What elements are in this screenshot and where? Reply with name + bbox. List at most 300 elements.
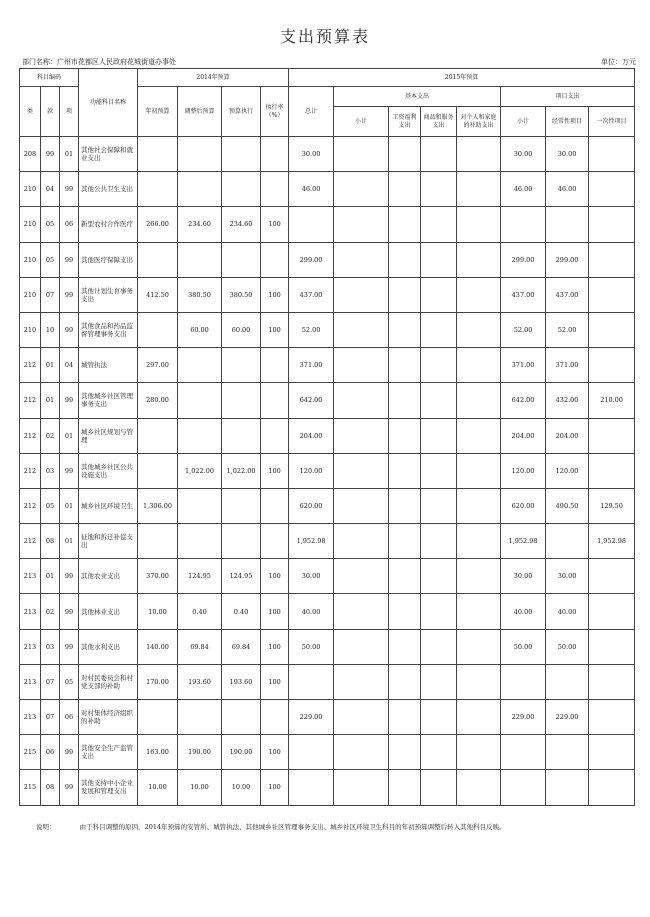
cell-basic-subtotal: [334, 594, 389, 629]
cell-function-name: 新型农村合作医疗: [79, 207, 138, 242]
cell-budget-execution: 69.84: [222, 629, 261, 664]
cell-initial-budget: 412.50: [138, 277, 178, 312]
cell-goods-services: [421, 770, 457, 805]
cell-onetime-project: 129.50: [589, 488, 635, 523]
cell-regular-project: [546, 664, 589, 699]
cell-goods-services: [421, 348, 457, 383]
cell-goods-services: [421, 418, 457, 453]
cell-adjusted-budget: 0.40: [178, 594, 222, 629]
cell-onetime-project: [589, 594, 635, 629]
cell-basic-subtotal: [334, 770, 389, 805]
cell-class: 212: [20, 524, 41, 559]
cell-function-name: 其他食品和药品监督管理事务支出: [79, 312, 138, 347]
cell-wages: [389, 524, 421, 559]
cell-item: 01: [60, 137, 79, 172]
cell-project-subtotal: 120.00: [501, 453, 546, 488]
cell-function-name: 其他水利支出: [79, 629, 138, 664]
cell-adjusted-budget: [178, 172, 222, 207]
cell-total: 46.00: [289, 172, 334, 207]
cell-total: [289, 770, 334, 805]
cell-subsidy: [457, 664, 501, 699]
cell-budget-execution: [222, 137, 261, 172]
cell-section: 05: [41, 207, 60, 242]
cell-item: 01: [60, 524, 79, 559]
cell-execution-rate: 100: [261, 770, 289, 805]
cell-class: 212: [20, 348, 41, 383]
cell-regular-project: 204.00: [546, 418, 589, 453]
cell-initial-budget: 370.00: [138, 559, 178, 594]
cell-onetime-project: [589, 700, 635, 735]
header-code: 科目编码: [20, 69, 79, 87]
cell-initial-budget: [138, 453, 178, 488]
cell-section: 03: [41, 629, 60, 664]
header-project-expenditure: 项目支出: [501, 87, 635, 107]
cell-total: 642.00: [289, 383, 334, 418]
cell-onetime-project: [589, 629, 635, 664]
cell-item: 04: [60, 348, 79, 383]
table-row: [20, 559, 635, 594]
cell-goods-services: [421, 700, 457, 735]
cell-project-subtotal: 642.00: [501, 383, 546, 418]
cell-section: 99: [41, 137, 60, 172]
cell-subsidy: [457, 594, 501, 629]
header-function-name: 功能科目名称: [79, 69, 138, 137]
cell-total: 371.00: [289, 348, 334, 383]
cell-basic-subtotal: [334, 664, 389, 699]
cell-adjusted-budget: [178, 488, 222, 523]
cell-goods-services: [421, 735, 457, 770]
cell-item: 99: [60, 559, 79, 594]
cell-adjusted-budget: 190.00: [178, 735, 222, 770]
cell-execution-rate: 100: [261, 594, 289, 629]
cell-class: 210: [20, 207, 41, 242]
cell-basic-subtotal: [334, 348, 389, 383]
cell-wages: [389, 312, 421, 347]
cell-section: 04: [41, 172, 60, 207]
cell-function-name: 城管执法: [79, 348, 138, 383]
cell-onetime-project: [589, 137, 635, 172]
cell-item: 06: [60, 207, 79, 242]
cell-project-subtotal: 371.00: [501, 348, 546, 383]
cell-goods-services: [421, 137, 457, 172]
cell-wages: [389, 137, 421, 172]
cell-regular-project: 490.50: [546, 488, 589, 523]
header-budget-execution: 预算执行: [222, 87, 261, 137]
cell-basic-subtotal: [334, 629, 389, 664]
cell-budget-execution: 60.00: [222, 312, 261, 347]
cell-subsidy: [457, 770, 501, 805]
cell-onetime-project: [589, 277, 635, 312]
cell-wages: [389, 629, 421, 664]
cell-total: 437.00: [289, 277, 334, 312]
cell-project-subtotal: 52.00: [501, 312, 546, 347]
cell-item: 99: [60, 735, 79, 770]
cell-regular-project: 299.00: [546, 242, 589, 277]
cell-item: 99: [60, 312, 79, 347]
cell-class: 208: [20, 137, 41, 172]
cell-function-name: 征地和拆迁补偿支出: [79, 524, 138, 559]
table-row: [20, 137, 635, 172]
cell-regular-project: 46.00: [546, 172, 589, 207]
header-section: 款: [41, 87, 60, 137]
cell-item: 01: [60, 488, 79, 523]
cell-goods-services: [421, 524, 457, 559]
cell-regular-project: [546, 524, 589, 559]
cell-regular-project: 50.00: [546, 629, 589, 664]
cell-budget-execution: 380.50: [222, 277, 261, 312]
cell-class: 212: [20, 418, 41, 453]
cell-wages: [389, 594, 421, 629]
cell-basic-subtotal: [334, 418, 389, 453]
cell-initial-budget: [138, 524, 178, 559]
cell-subsidy: [457, 383, 501, 418]
cell-goods-services: [421, 594, 457, 629]
cell-class: 213: [20, 700, 41, 735]
cell-wages: [389, 700, 421, 735]
cell-adjusted-budget: [178, 383, 222, 418]
cell-total: 30.00: [289, 559, 334, 594]
cell-wages: [389, 242, 421, 277]
cell-project-subtotal: 46.00: [501, 172, 546, 207]
cell-adjusted-budget: [178, 242, 222, 277]
cell-goods-services: [421, 277, 457, 312]
table-row: [20, 207, 635, 242]
cell-basic-subtotal: [334, 488, 389, 523]
cell-regular-project: 40.00: [546, 594, 589, 629]
cell-goods-services: [421, 629, 457, 664]
cell-class: 210: [20, 312, 41, 347]
cell-class: 213: [20, 629, 41, 664]
cell-onetime-project: [589, 664, 635, 699]
cell-section: 07: [41, 664, 60, 699]
cell-wages: [389, 348, 421, 383]
cell-section: 06: [41, 735, 60, 770]
cell-initial-budget: [138, 137, 178, 172]
cell-onetime-project: [589, 453, 635, 488]
cell-onetime-project: [589, 172, 635, 207]
cell-wages: [389, 488, 421, 523]
cell-section: 08: [41, 524, 60, 559]
table-row: [20, 735, 635, 770]
table-row: [20, 348, 635, 383]
cell-function-name: 对村民委员会和村党支部的补助: [79, 664, 138, 699]
cell-total: [289, 664, 334, 699]
cell-section: 01: [41, 383, 60, 418]
cell-regular-project: 30.00: [546, 559, 589, 594]
cell-section: 01: [41, 348, 60, 383]
cell-goods-services: [421, 488, 457, 523]
table-row: [20, 418, 635, 453]
cell-wages: [389, 172, 421, 207]
cell-wages: [389, 559, 421, 594]
cell-subsidy: [457, 453, 501, 488]
header-adjusted-budget: 调整后预算: [178, 87, 222, 137]
cell-goods-services: [421, 312, 457, 347]
footnote-label: 说明：: [36, 823, 56, 831]
cell-execution-rate: [261, 172, 289, 207]
cell-item: 99: [60, 629, 79, 664]
cell-class: 210: [20, 277, 41, 312]
table-row: [20, 770, 635, 805]
cell-subsidy: [457, 172, 501, 207]
table-row: [20, 594, 635, 629]
table-row: [20, 383, 635, 418]
cell-subsidy: [457, 418, 501, 453]
table-row: [20, 312, 635, 347]
cell-total: 299.00: [289, 242, 334, 277]
cell-budget-execution: [222, 383, 261, 418]
cell-class: 213: [20, 559, 41, 594]
cell-project-subtotal: 1,952.98: [501, 524, 546, 559]
cell-goods-services: [421, 664, 457, 699]
cell-item: 01: [60, 418, 79, 453]
cell-budget-execution: 234.60: [222, 207, 261, 242]
cell-budget-execution: 193.60: [222, 664, 261, 699]
cell-regular-project: 437.00: [546, 277, 589, 312]
cell-goods-services: [421, 383, 457, 418]
cell-function-name: 其他城乡社区管理事务支出: [79, 383, 138, 418]
cell-regular-project: [546, 735, 589, 770]
cell-budget-execution: 190.00: [222, 735, 261, 770]
cell-project-subtotal: [501, 770, 546, 805]
cell-execution-rate: [261, 488, 289, 523]
cell-wages: [389, 277, 421, 312]
cell-subsidy: [457, 524, 501, 559]
cell-regular-project: 432.00: [546, 383, 589, 418]
header-class: 类: [20, 87, 41, 137]
cell-class: 212: [20, 383, 41, 418]
cell-item: 99: [60, 383, 79, 418]
cell-project-subtotal: 50.00: [501, 629, 546, 664]
cell-wages: [389, 207, 421, 242]
cell-class: 215: [20, 770, 41, 805]
cell-section: 10: [41, 312, 60, 347]
cell-total: 52.00: [289, 312, 334, 347]
cell-budget-execution: [222, 172, 261, 207]
cell-section: 08: [41, 770, 60, 805]
cell-execution-rate: [261, 348, 289, 383]
cell-function-name: 其他计划生育事务支出: [79, 277, 138, 312]
cell-execution-rate: 100: [261, 207, 289, 242]
table-row: [20, 700, 635, 735]
cell-total: [289, 735, 334, 770]
cell-item: 99: [60, 594, 79, 629]
cell-adjusted-budget: [178, 137, 222, 172]
cell-budget-execution: [222, 418, 261, 453]
cell-total: 120.00: [289, 453, 334, 488]
cell-subsidy: [457, 700, 501, 735]
cell-adjusted-budget: [178, 700, 222, 735]
cell-section: 05: [41, 242, 60, 277]
cell-goods-services: [421, 453, 457, 488]
cell-project-subtotal: 30.00: [501, 559, 546, 594]
cell-subsidy: [457, 559, 501, 594]
cell-initial-budget: 163.00: [138, 735, 178, 770]
header-basic-subtotal: 小计: [334, 107, 389, 137]
header-execution-rate: 执行率（%）: [261, 87, 289, 137]
cell-class: 215: [20, 735, 41, 770]
table-row: [20, 453, 635, 488]
cell-budget-execution: [222, 524, 261, 559]
header-wages: 工资福利支出: [389, 107, 421, 137]
table-row: [20, 277, 635, 312]
cell-onetime-project: [589, 242, 635, 277]
cell-function-name: 对村集体经济组织的补助: [79, 700, 138, 735]
cell-goods-services: [421, 559, 457, 594]
cell-initial-budget: [138, 242, 178, 277]
cell-regular-project: 30.00: [546, 137, 589, 172]
cell-project-subtotal: 204.00: [501, 418, 546, 453]
cell-adjusted-budget: [178, 418, 222, 453]
cell-execution-rate: [261, 418, 289, 453]
cell-total: 30.00: [289, 137, 334, 172]
cell-section: 02: [41, 594, 60, 629]
cell-initial-budget: 297.00: [138, 348, 178, 383]
cell-total: 40.00: [289, 594, 334, 629]
table-row: [20, 524, 635, 559]
cell-subsidy: [457, 242, 501, 277]
cell-wages: [389, 664, 421, 699]
cell-onetime-project: [589, 418, 635, 453]
cell-adjusted-budget: 234.60: [178, 207, 222, 242]
cell-subsidy: [457, 137, 501, 172]
cell-section: 02: [41, 418, 60, 453]
cell-initial-budget: [138, 312, 178, 347]
cell-basic-subtotal: [334, 735, 389, 770]
header-project-subtotal: 小计: [501, 107, 546, 137]
table-row: [20, 172, 635, 207]
cell-class: 212: [20, 453, 41, 488]
cell-budget-execution: 10.00: [222, 770, 261, 805]
cell-function-name: 其他公共卫生支出: [79, 172, 138, 207]
cell-initial-budget: 170.00: [138, 664, 178, 699]
cell-subsidy: [457, 207, 501, 242]
table-row: [20, 242, 635, 277]
page-title: 支出预算表: [279, 27, 370, 46]
cell-execution-rate: 100: [261, 559, 289, 594]
cell-function-name: 其他农业支出: [79, 559, 138, 594]
cell-function-name: 其他支持中小企业发展和管理支出: [79, 770, 138, 805]
cell-onetime-project: [589, 207, 635, 242]
cell-basic-subtotal: [334, 277, 389, 312]
cell-section: 01: [41, 559, 60, 594]
cell-basic-subtotal: [334, 453, 389, 488]
cell-project-subtotal: [501, 735, 546, 770]
cell-class: 213: [20, 594, 41, 629]
cell-regular-project: [546, 770, 589, 805]
expenditure-budget-table: [19, 68, 635, 806]
cell-total: 204.00: [289, 418, 334, 453]
cell-section: 07: [41, 277, 60, 312]
cell-project-subtotal: [501, 664, 546, 699]
cell-item: 99: [60, 453, 79, 488]
cell-onetime-project: 210.00: [589, 383, 635, 418]
cell-budget-execution: [222, 242, 261, 277]
cell-item: 99: [60, 770, 79, 805]
cell-subsidy: [457, 277, 501, 312]
cell-function-name: 其他城乡社区公共设施支出: [79, 453, 138, 488]
cell-onetime-project: [589, 770, 635, 805]
cell-initial-budget: [138, 172, 178, 207]
cell-budget-execution: 124.95: [222, 559, 261, 594]
cell-wages: [389, 418, 421, 453]
cell-goods-services: [421, 207, 457, 242]
cell-project-subtotal: 437.00: [501, 277, 546, 312]
cell-budget-execution: [222, 488, 261, 523]
cell-execution-rate: 100: [261, 453, 289, 488]
cell-goods-services: [421, 242, 457, 277]
cell-initial-budget: 140.00: [138, 629, 178, 664]
cell-basic-subtotal: [334, 137, 389, 172]
cell-adjusted-budget: 124.95: [178, 559, 222, 594]
cell-basic-subtotal: [334, 559, 389, 594]
cell-onetime-project: [589, 735, 635, 770]
cell-class: 213: [20, 664, 41, 699]
cell-item: 05: [60, 664, 79, 699]
header-item: 项: [60, 87, 79, 137]
header-regular-project: 经常性项目: [546, 107, 589, 137]
cell-section: 05: [41, 488, 60, 523]
department-name: 部门名称：广州市花都区人民政府花城街道办事处: [22, 58, 176, 66]
cell-item: 99: [60, 242, 79, 277]
cell-wages: [389, 770, 421, 805]
cell-budget-execution: [222, 348, 261, 383]
cell-total: 1,952.98: [289, 524, 334, 559]
cell-subsidy: [457, 488, 501, 523]
cell-function-name: 城乡社区环境卫生: [79, 488, 138, 523]
cell-project-subtotal: 299.00: [501, 242, 546, 277]
cell-subsidy: [457, 312, 501, 347]
cell-execution-rate: [261, 137, 289, 172]
cell-regular-project: 52.00: [546, 312, 589, 347]
cell-wages: [389, 383, 421, 418]
cell-total: 620.00: [289, 488, 334, 523]
cell-class: 212: [20, 488, 41, 523]
cell-basic-subtotal: [334, 242, 389, 277]
cell-adjusted-budget: 1,022.00: [178, 453, 222, 488]
cell-adjusted-budget: 60.00: [178, 312, 222, 347]
cell-execution-rate: [261, 700, 289, 735]
header-onetime-project: 一次性项目: [589, 107, 635, 137]
cell-item: 99: [60, 172, 79, 207]
cell-project-subtotal: 40.00: [501, 594, 546, 629]
cell-execution-rate: 100: [261, 629, 289, 664]
cell-regular-project: [546, 207, 589, 242]
cell-total: [289, 207, 334, 242]
cell-item: 06: [60, 700, 79, 735]
header-total: 总计: [289, 87, 334, 137]
footnote: [36, 822, 506, 831]
cell-class: 210: [20, 242, 41, 277]
cell-adjusted-budget: 69.84: [178, 629, 222, 664]
cell-project-subtotal: 30.00: [501, 137, 546, 172]
unit-label: 单位：万元: [601, 58, 636, 66]
header-initial-budget: 年初预算: [138, 87, 178, 137]
cell-onetime-project: [589, 559, 635, 594]
cell-class: 210: [20, 172, 41, 207]
cell-initial-budget: 1,306.00: [138, 488, 178, 523]
cell-execution-rate: 100: [261, 664, 289, 699]
cell-total: 229.00: [289, 700, 334, 735]
cell-basic-subtotal: [334, 524, 389, 559]
cell-onetime-project: [589, 312, 635, 347]
header-subsidy: 对个人和家庭的补助支出: [457, 107, 501, 137]
cell-adjusted-budget: 10.00: [178, 770, 222, 805]
cell-initial-budget: 280.00: [138, 383, 178, 418]
cell-subsidy: [457, 348, 501, 383]
cell-subsidy: [457, 629, 501, 664]
cell-budget-execution: 0.40: [222, 594, 261, 629]
